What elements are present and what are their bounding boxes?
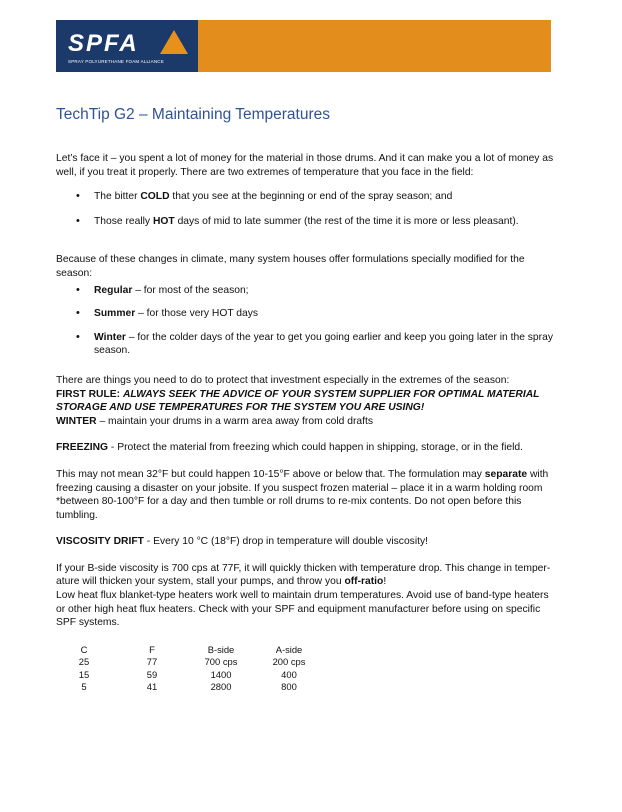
table-cell: 2800 (210, 681, 232, 693)
table-row (56, 656, 328, 669)
freezing-detail: This may not mean 32°F but could happen 10-15°F above or below that. The formulation may separate with freezing causing a disaster on your jobsite. If you suspect frozen material – place it in a warm holding room *between 80-100°F for a day and then tumble or roll drums to re-mix contents. Do not open before this tumbling. (56, 468, 549, 521)
viscosity-drift-note: VISCOSITY DRIFT - Every 10 °C (18°F) drop in temperature will double viscosity! (56, 536, 428, 548)
table-cell: 41 (146, 681, 158, 693)
table-cell: 5 (81, 681, 87, 693)
table-header-row (56, 644, 328, 657)
protect-intro: There are things you need to do to protect that investment especially in the extremes of the season: (56, 374, 510, 386)
list-item: • Winter – for the colder days of the year to get you going earlier and keep you going later in the spray season. (56, 331, 556, 358)
list-item: • Summer – for those very HOT days (56, 307, 556, 321)
first-rule: FIRST RULE: ALWAYS SEEK THE ADVICE OF YOUR SYSTEM SUPPLIER FOR OPTIMAL MATERIAL STORAGE AND USE TEMPERATURES FOR THE SYSTEM YOU ARE USING! (56, 388, 540, 414)
viscosity-table (56, 644, 328, 694)
list-item: • Those really HOT days of mid to late summer (the rest of the time it is more or less pleasant). (56, 215, 556, 229)
table-cell: 800 (281, 681, 297, 693)
formulations-list (56, 284, 556, 358)
table-cell: 1400 (210, 668, 232, 680)
logo-subtitle: SPRAY POLYURETHANE FOAM ALLIANCE (68, 59, 164, 64)
column-header: F (149, 643, 155, 655)
table-cell: 700 cps (204, 656, 238, 668)
header-orange-bar (198, 20, 551, 72)
table-row (56, 669, 328, 682)
winter-note: WINTER – maintain your drums in a warm area away from cold drafts (56, 415, 374, 427)
document-header (56, 20, 551, 72)
spfa-logo (56, 20, 198, 72)
page-title: TechTip G2 – Maintaining Temperatures (56, 106, 330, 123)
column-header: C (80, 643, 88, 655)
table-cell: 77 (146, 656, 158, 668)
table-cell: 59 (146, 668, 158, 680)
logo-text: SPFA (68, 30, 139, 57)
logo-triangle-icon (160, 30, 188, 54)
table-cell: 15 (78, 668, 90, 680)
table-cell: 400 (281, 668, 297, 680)
freezing-note: FREEZING - Protect the material from freezing which could happen in shipping, storage, or in the field. (56, 442, 524, 454)
table-row (56, 681, 328, 694)
column-header: A-side (275, 643, 303, 655)
document-body (56, 152, 556, 694)
intro-paragraph: Let’s face it – you spent a lot of money for the material in those drums. And it can make you a lot of money as well, if you treat it properly. There are two extremes of temperature that you face in the field: (56, 153, 554, 178)
list-item: • The bitter COLD that you see at the beginning or end of the spray season; and (56, 190, 556, 204)
table-cell: 25 (78, 656, 90, 668)
extremes-list (56, 190, 556, 228)
bside-paragraph: If your B-side viscosity is 700 cps at 77F, it will quickly thicken with temperature drop. This change in temper-ature will thicken your system, stall your pumps, and throw you off-ratio! (56, 562, 551, 588)
heaters-paragraph: Low heat flux blanket-type heaters work well to maintain drum temperatures. Avoid use of band-type heaters or other high heat flux heaters. Check with your SPF and equipment manufacturer before using on specific SPF systems. (56, 590, 549, 629)
table-cell: 200 cps (272, 656, 306, 668)
list-item: • Regular – for most of the season; (56, 284, 556, 298)
formulations-intro: Because of these changes in climate, many system houses offer formulations specially modified for the season: (56, 254, 525, 279)
column-header: B-side (207, 643, 235, 655)
